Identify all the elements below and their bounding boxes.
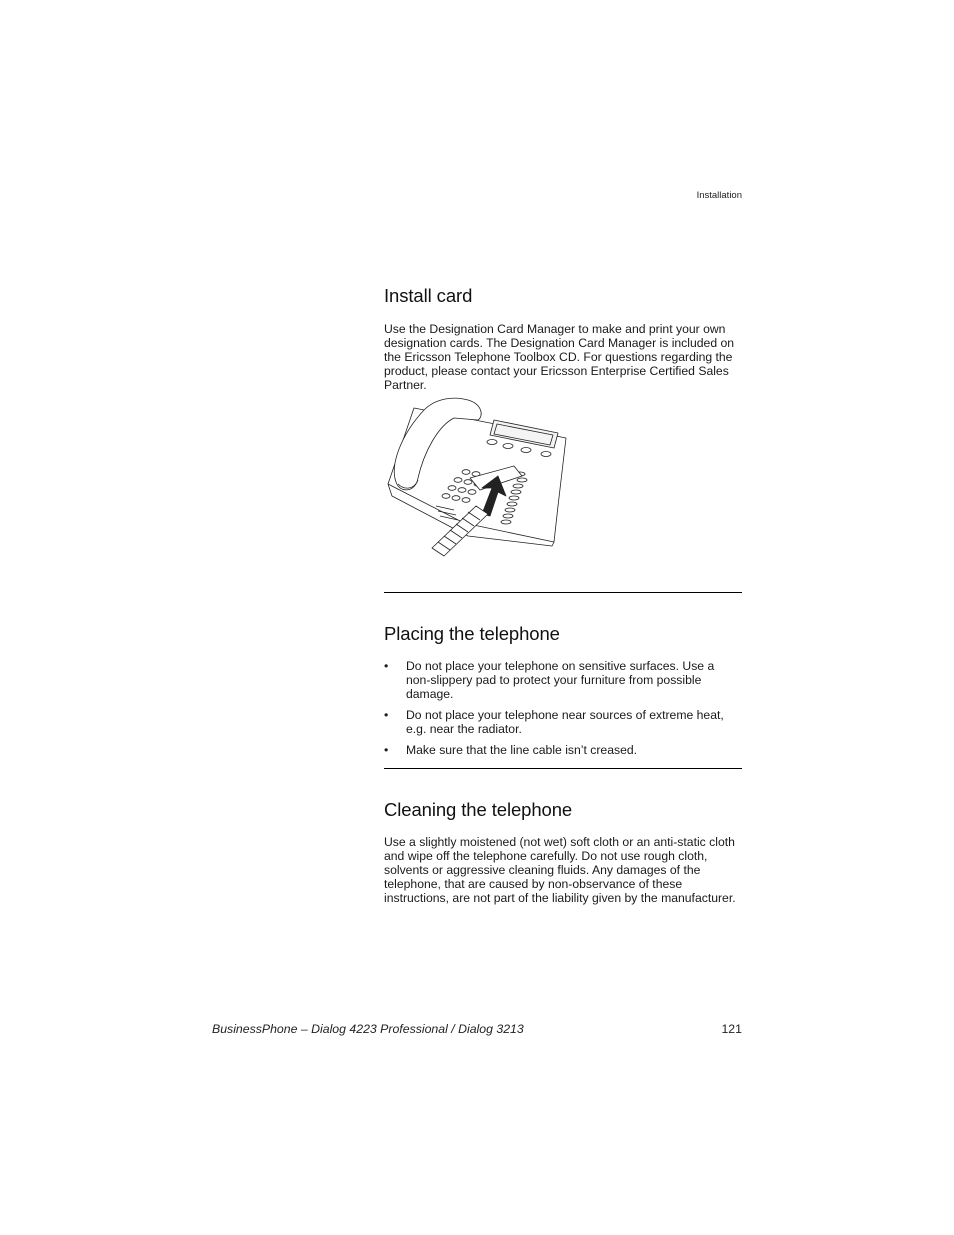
placing-title: Placing the telephone: [384, 623, 560, 644]
list-item: [384, 659, 742, 701]
bullet-icon: •: [384, 659, 389, 673]
install-card-body: Use the Designation Card Manager to make and print your own designation cards. The Designation Card Manager is included on the Ericsson Telephone Toolbox CD. For questions regarding the product, please contact your Ericsson Enterprise Certified Sales Partner.: [384, 322, 735, 392]
install-card-title: Install card: [384, 285, 473, 306]
section-divider: [384, 768, 742, 769]
list-item: [384, 743, 742, 757]
telephone-card-illustration: [384, 396, 570, 558]
cleaning-section: [384, 799, 742, 905]
cleaning-body: Use a slightly moistened (not wet) soft cloth or an anti-static cloth and wipe off the telephone carefully. Do not use rough cloth, solvents or aggressive cleaning fluids. Any damages of the telephone, that are caused by non-observance of these instructions, are not part of the liability given by the manufacturer.: [384, 835, 736, 905]
running-header: Installation: [696, 190, 742, 201]
bullet-text: Do not place your telephone on sensitive surfaces. Use a non-slippery pad to protect your furniture from possible damage.: [406, 659, 715, 701]
bullet-text: Make sure that the line cable isn’t creased.: [406, 743, 638, 757]
page-number: 121: [721, 1022, 742, 1036]
placing-bullet-list: [384, 659, 742, 757]
bullet-icon: •: [384, 708, 389, 722]
cleaning-title: Cleaning the telephone: [384, 799, 573, 820]
install-card-section: [384, 285, 742, 392]
bullet-text: Do not place your telephone near sources of extreme heat, e.g. near the radiator.: [406, 708, 724, 736]
list-item: [384, 708, 742, 736]
footer-title: BusinessPhone – Dialog 4223 Professional / Dialog 3213: [212, 1022, 524, 1036]
placing-section: [384, 623, 742, 764]
bullet-icon: •: [384, 743, 389, 757]
section-divider: [384, 592, 742, 593]
